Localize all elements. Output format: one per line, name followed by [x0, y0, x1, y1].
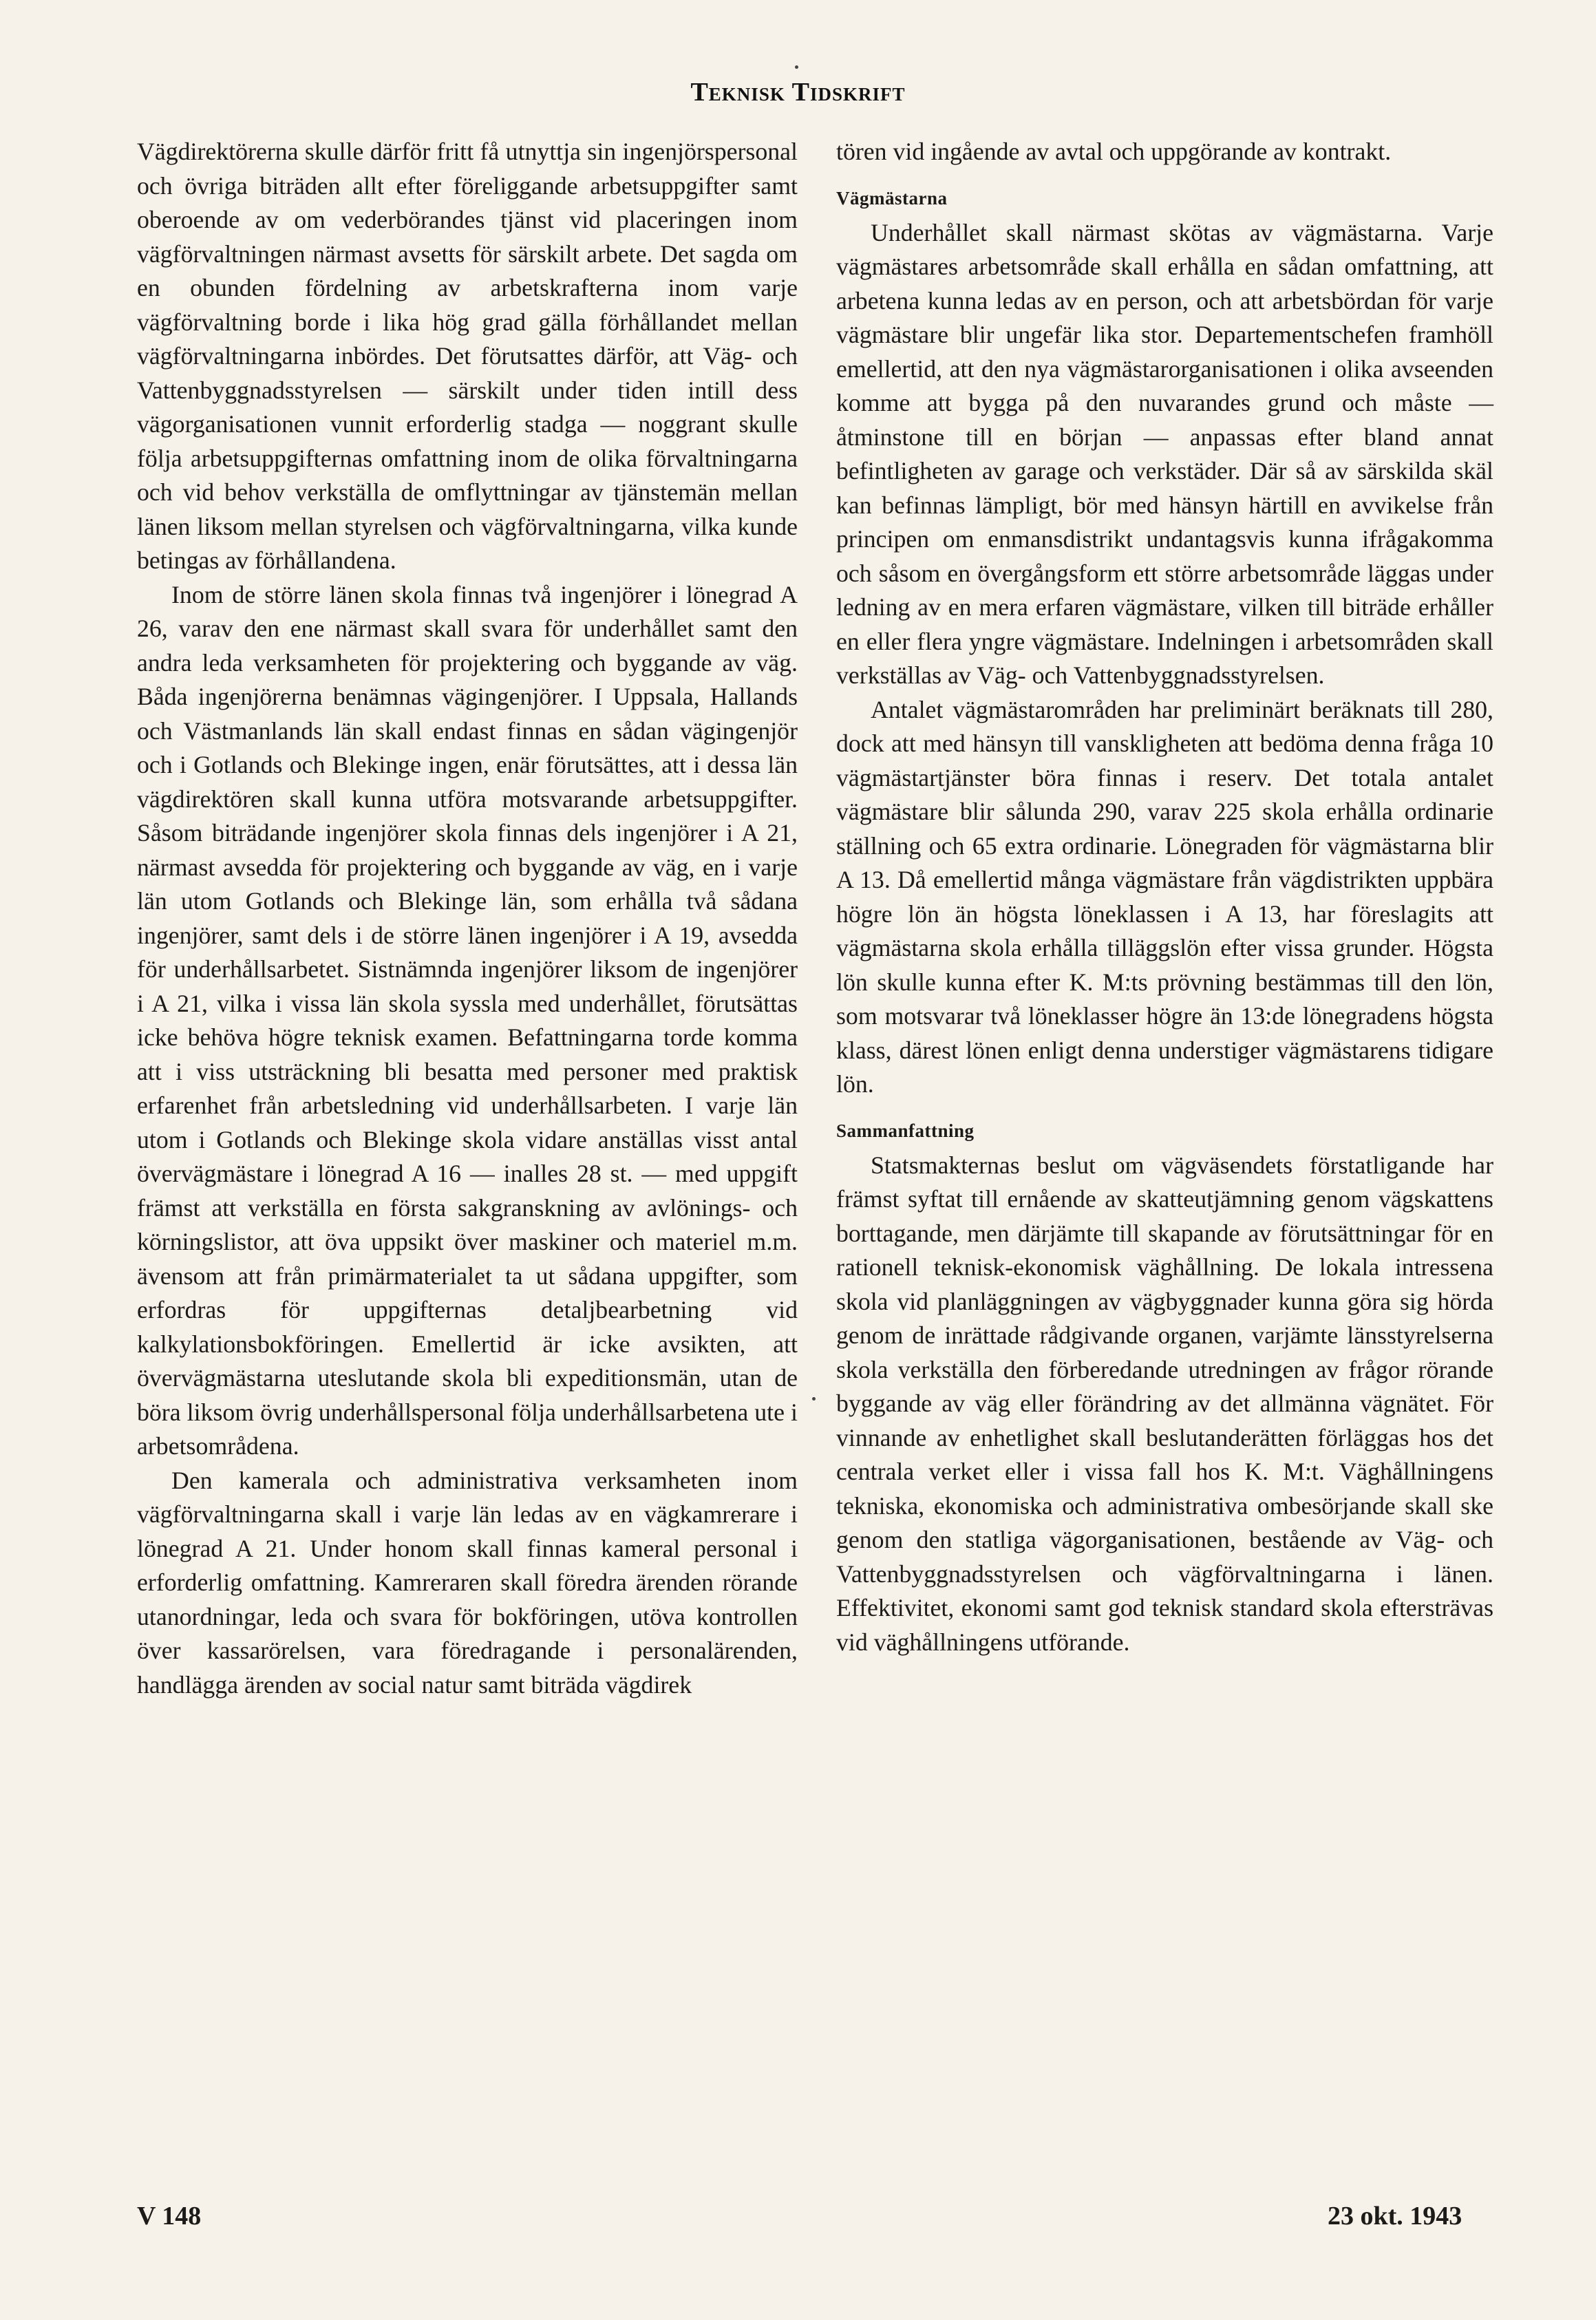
paragraph: Inom de större länen skola finnas två ingenjörer i lönegrad A 26, varav den ene närmast skall svara för underhållet samt den andra leda verksamheten för projektering och byggande av väg. Båda ingenjörerna benämnas vägingenjörer. I Uppsala, Hallands och Västmanlands län skall endast finnas en sådan vägingenjör och i Gotlands och Blekinge ingen, enär förutsättes, att i dessa län vägdirektören skall kunna utföra motsvarande arbetsuppgifter. Såsom biträdande ingenjörer skola finnas dels ingenjörer i A 21, närmast avsedda för projektering och byggande av väg, en i varje län utom Gotlands och Blekinge län, som erhålla två sådana ingenjörer, samt dels i de större länen ingenjörer i A 19, avsedda för underhållsarbetet. Sistnämnda ingenjörer liksom de ingenjörer i A 21, vilka i vissa län skola syssla med underhållet, förutsättas icke behöva högre teknisk examen. Befattningarna torde komma att i viss utsträckning bli besatta med personer med praktisk erfarenhet från arbetsledning vid underhållsarbeten. I varje län utom i Gotlands och Blekinge skola vidare anställas visst antal övervägmästare i lönegrad A 16 — inalles 28 st. — med uppgift främst att verkställa en första sakgranskning av avlönings- och körningslistor, att öva uppsikt över maskiner och materiel m.m. ävensom att från primärmaterialet ta ut sådana uppgifter, som erfordras för uppgifternas detaljbearbetning vid kalkylationsbokföringen. Emellertid är icke avsikten, att övervägmästarna uteslutande skola bli expeditionsmän, utan de böra liksom övrig underhållspersonal följa underhållsarbetena ute i arbetsområdena.: [137, 580, 798, 1460]
section-heading-vagmastarna: Vägmästarna: [836, 187, 948, 209]
paragraph: Vägdirektörerna skulle därför fritt få utnyttja sin ingenjörspersonal och övriga biträden allt efter föreliggande arbetsuppgifter samt oberoende av om vederbörandes tjänst vid placeringen inom vägförvaltningen närmast avsetts för särskilt arbete. Det sagda om en obunden fördelning av arbetskrafterna inom varje vägförvaltning borde i lika hög grad gälla förhållandet mellan vägförvaltningarna inbördes. Det förutsattes därför, att Väg- och Vattenbyggnadsstyrelsen — särskilt under tiden intill dess vägorganisationen vunnit erforderlig stadga — noggrant skulle följa arbetsuppgifternas omfattning inom de olika förvaltningarna och vid behov verkställa de omflyttningar av tjänstemän mellan länen liksom mellan styrelsen och vägförvaltningarna, vilka kunde betingas av förhållandena.: [137, 138, 798, 574]
paragraph: Antalet vägmästarområden har preliminärt beräknats till 280, dock att med hänsyn till vanskligheten att bedöma denna fråga 10 vägmästartjänster böra finnas i reserv. Det totala antalet vägmästare blir sålunda 290, varav 225 skola erhålla ordinarie ställning och 65 extra ordinarie. Lönegraden för vägmästarna blir A 13. Då emellertid många vägmästare från vägdistrikten uppbära högre lön än högsta löneklassen i A 13, har föreslagits att vägmästarna skola erhålla tilläggslön efter vissa grunder. Högsta lön skulle kunna efter K. M:ts prövning bestämmas till den lön, som motsvarar två löneklasser högre än 13:de lönegradens högsta klass, därest lönen enligt denna understiger vägmästarens tidigare lön.: [836, 695, 1493, 1098]
paragraph: Underhållet skall närmast skötas av vägmästarna. Varje vägmästares arbetsområde skall erhålla en sådan omfattning, att arbetena kunna ledas av en person, och att arbetsbördan för varje vägmästare blir ungefär lika stor. Departementschefen framhöll emellertid, att den nya vägmästarorganisationen i olika avseenden komme att bygga på den nuvarandes grund och måste — åtminstone till en början — anpassas efter bland annat befintligheten av garage och verkstäder. Där så av särskilda skäl kan befinnas lämpligt, bör med hänsyn härtill en avvikelse från principen om enmansdistrikt undantagsvis kunna ifrågakomma och såsom en övergångsform ett större arbetsområde läggas under ledning av en mera erfaren vägmästare, vilken till biträde erhåller en eller flera yngre vägmästare. Indelningen i arbetsområden skall verkställas av Väg- och Vattenbyggnadsstyrelsen.: [836, 218, 1493, 689]
issue-date: 23 okt. 1943: [1328, 2202, 1462, 2231]
print-speck: [795, 65, 798, 69]
journal-header: Teknisk Tidskrift: [690, 78, 906, 107]
section-heading-sammanfattning: Sammanfattning: [836, 1120, 975, 1141]
right-column: [836, 135, 1493, 1659]
paragraph: Statsmakternas beslut om vägväsendets förstatligande har främst syftat till ernående av skatteutjämning genom vägskattens borttagande, men därjämte till skapande av förutsättningar för en rationell teknisk-ekonomisk väghållning. De lokala intressena skola vid planläggningen av vägbyggnader kunna göra sig hörda genom de inrättade rådgivande organen, varjämte länsstyrelserna skola verkställa den förberedande utredningen av frågor rörande byggande av väg eller förändring av det allmänna vägnätet. För vinnande av enhetlighet skall beslutanderätten förläggas hos det centrala verket eller i vissa fall hos K. M:t. Väghållningens tekniska, ekonomiska och administrativa ombesörjande skall ske genom den statliga vägorganisationen, bestående av Väg- och Vattenbyggnadsstyrelsen och vägförvaltningarna i länen. Effektivitet, ekonomi samt god teknisk standard skola eftersträvas vid väghållningens utförande.: [836, 1151, 1493, 1656]
paragraph: Den kamerala och administrativa verksamheten inom vägförvaltningarna skall i varje län ledas av en vägkamrerare i lönegrad A 21. Under honom skall finnas kameral personal i erforderlig omfattning. Kamreraren skall föredra ärenden rörande utanordningar, leda och svara för bokföringen, utöva kontrollen över kassarörelsen, vara föredragande i personalärenden, handlägga ärenden av social natur samt biträda vägdirek: [137, 1466, 798, 1699]
page-number: V 148: [137, 2202, 202, 2231]
print-speck: [812, 1397, 816, 1401]
left-column: [137, 135, 798, 1702]
paragraph-continuation: tören vid ingående av avtal och uppgörande av kontrakt.: [836, 138, 1392, 165]
